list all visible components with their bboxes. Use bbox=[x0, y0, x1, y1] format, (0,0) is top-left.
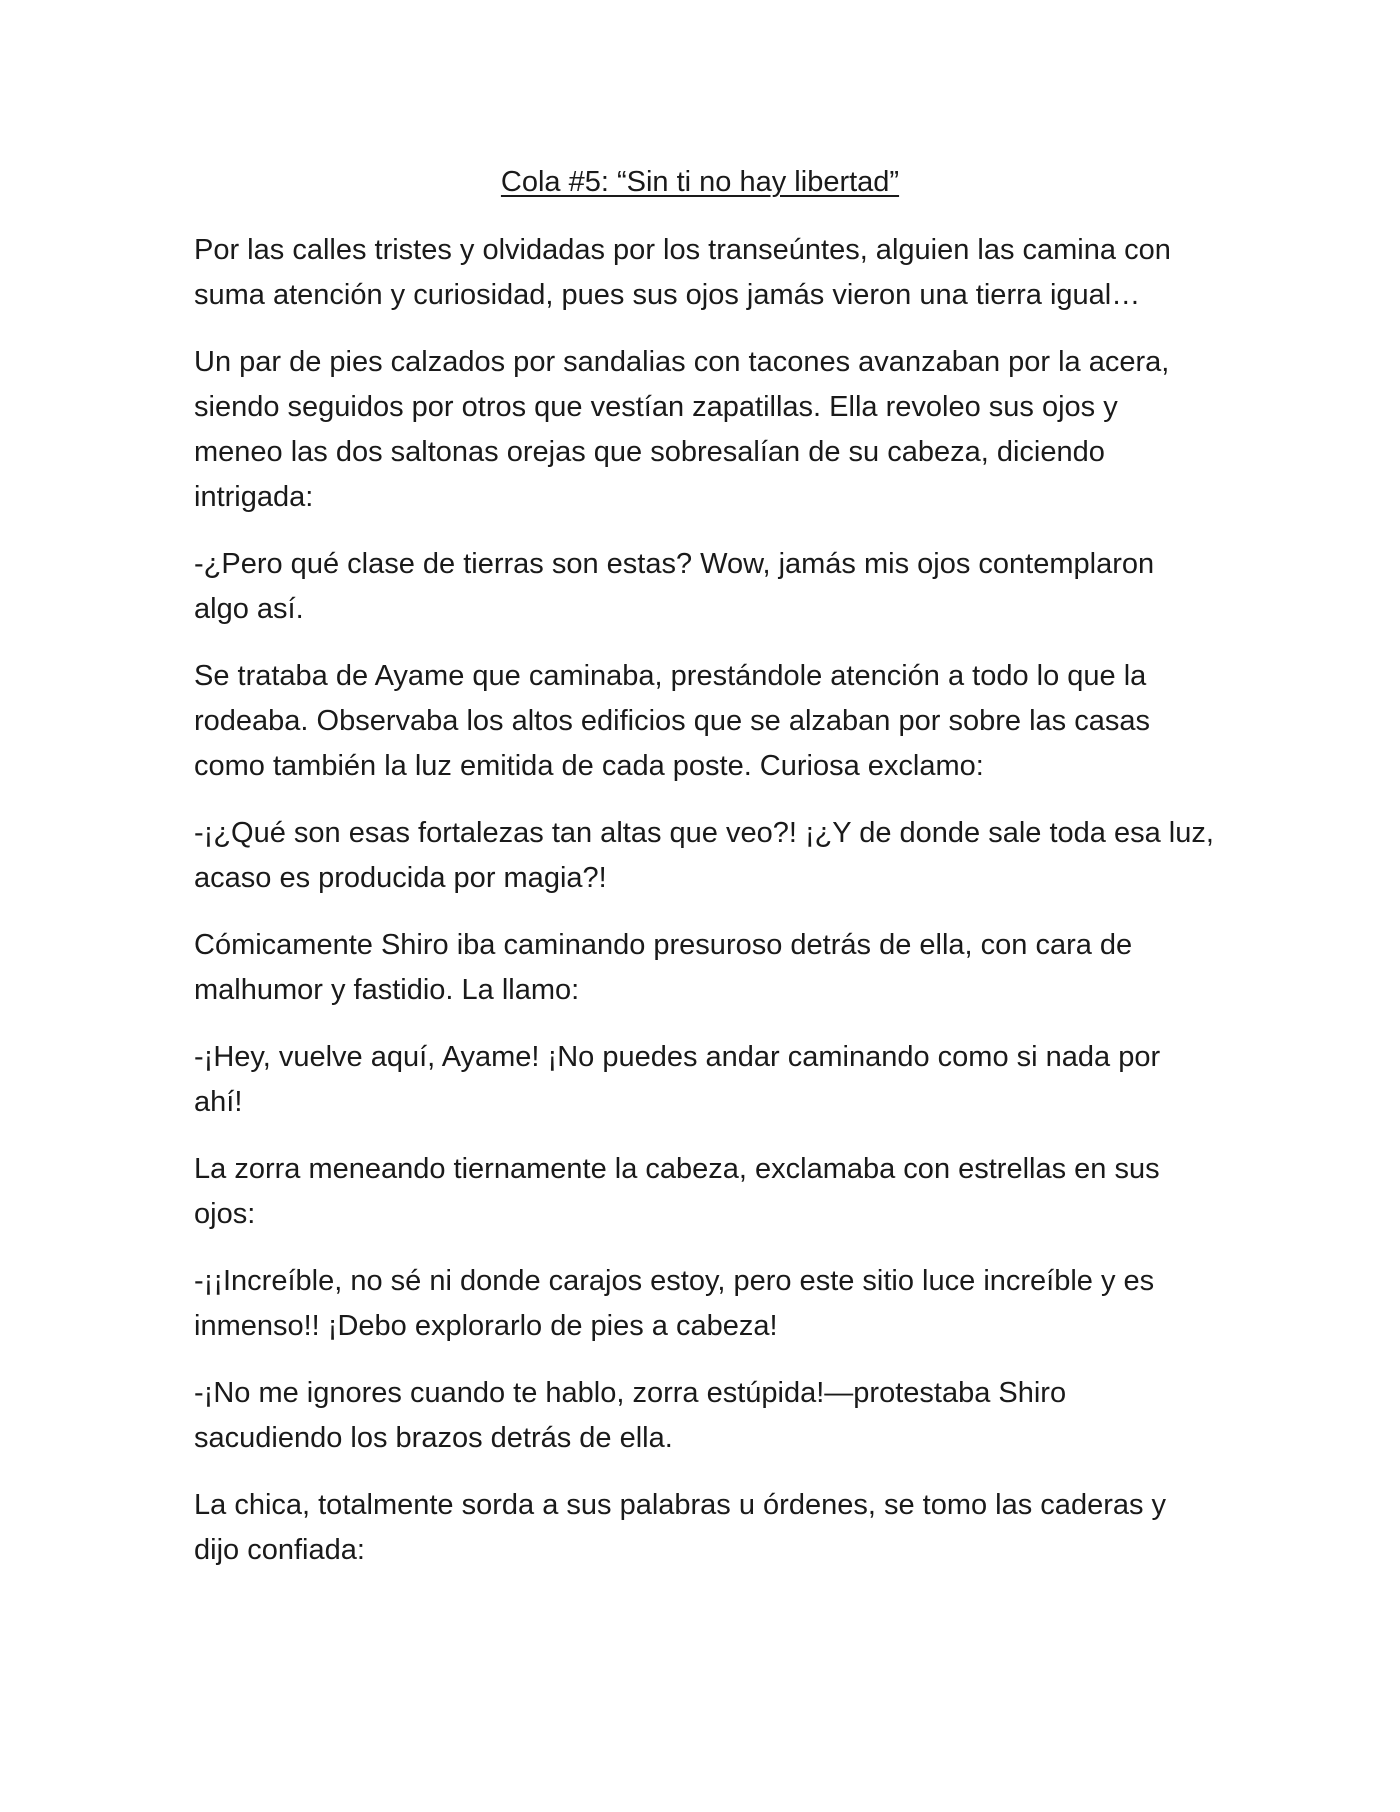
paragraph: Se trataba de Ayame que caminaba, prestándole atención a todo lo que la rodeaba. Observaba los altos edificios que se alzaban por sobre las casas como también la luz emitida de cada poste. Curiosa exclamo: bbox=[194, 660, 1150, 782]
paragraph: Cómicamente Shiro iba caminando presuroso detrás de ella, con cara de malhumor y fastidio. La llamo: bbox=[194, 929, 1133, 1006]
paragraph: -¡Hey, vuelve aquí, Ayame! ¡No puedes andar caminando como si nada por ahí! bbox=[194, 1041, 1161, 1118]
paragraph: Por las calles tristes y olvidadas por los transeúntes, alguien las camina con suma atención y curiosidad, pues sus ojos jamás vieron una tierra igual… bbox=[194, 234, 1171, 311]
paragraph: Un par de pies calzados por sandalias con tacones avanzaban por la acera, siendo seguidos por otros que vestían zapatillas. Ella revoleo sus ojos y meneo las dos saltonas orejas que sobresalían de su cabeza, diciendo intrigada: bbox=[194, 346, 1170, 513]
paragraph: -¡¿Qué son esas fortalezas tan altas que veo?! ¡¿Y de donde sale toda esa luz, acaso es producida por magia?! bbox=[194, 817, 1214, 894]
paragraph: -¡No me ignores cuando te hablo, zorra estúpida!—protestaba Shiro sacudiendo los brazos detrás de ella. bbox=[194, 1377, 1067, 1454]
chapter-title-text: Cola #5: “Sin ti no hay libertad” bbox=[500, 166, 900, 198]
paragraph: La zorra meneando tiernamente la cabeza, exclamaba con estrellas en sus ojos: bbox=[194, 1153, 1160, 1230]
document-body bbox=[194, 228, 1214, 1595]
paragraph: -¿Pero qué clase de tierras son estas? Wow, jamás mis ojos contemplaron algo así. bbox=[194, 548, 1155, 625]
paragraph: -¡¡Increíble, no sé ni donde carajos estoy, pero este sitio luce increíble y es inmenso!! ¡Debo explorarlo de pies a cabeza! bbox=[194, 1265, 1155, 1342]
paragraph: La chica, totalmente sorda a sus palabras u órdenes, se tomo las caderas y dijo confiada: bbox=[194, 1489, 1167, 1566]
chapter-title bbox=[0, 162, 1400, 202]
